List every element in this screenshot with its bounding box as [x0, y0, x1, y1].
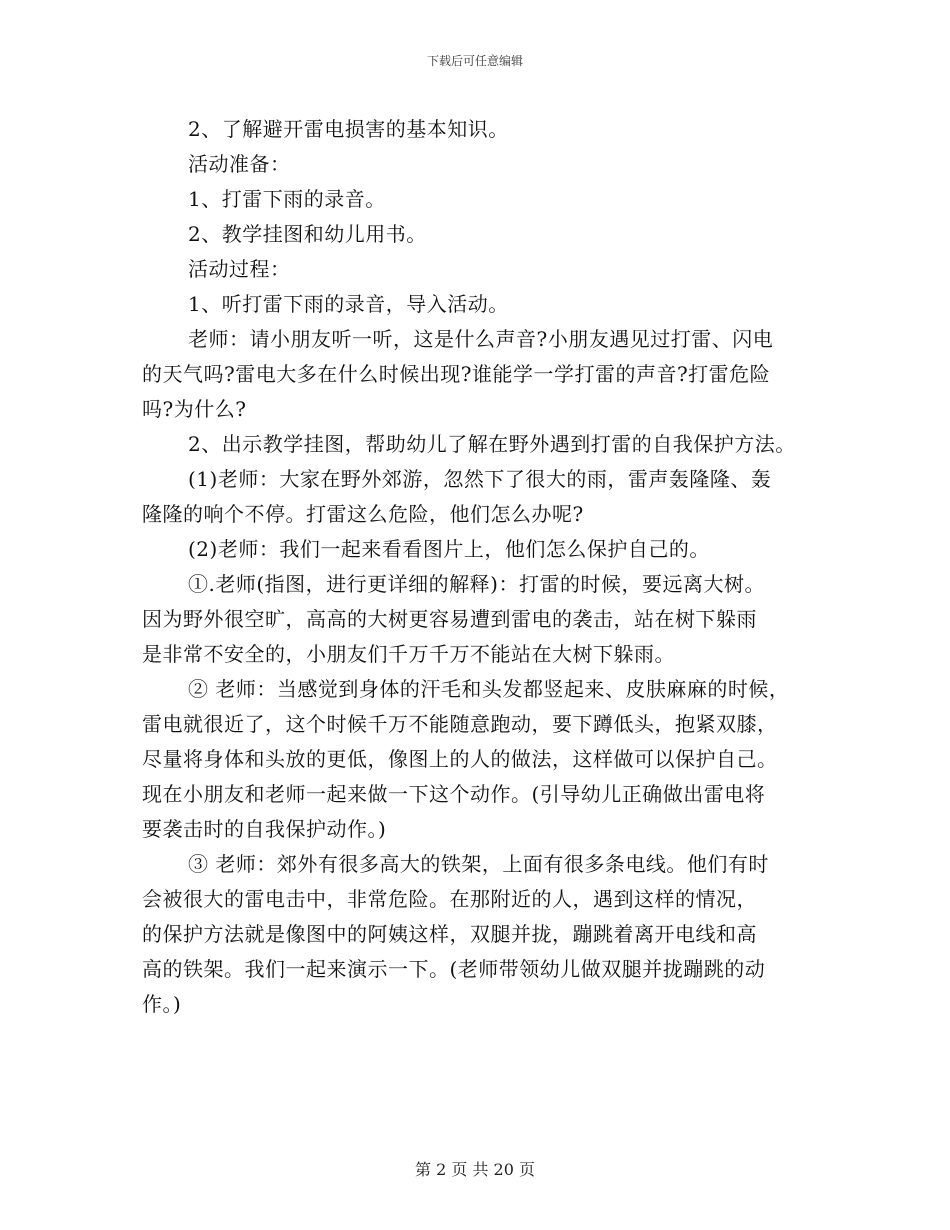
paragraph-line: ③ 老师：郊外有很多高大的铁架，上面有很多条电线。他们有时: [188, 852, 769, 876]
paragraph-line: 老师：请小朋友听一听，这是什么声音?小朋友遇见过打雷、闪电: [188, 327, 774, 351]
paragraph-line: 2、教学挂图和幼儿用书。: [188, 222, 427, 246]
section-heading: 活动准备：: [188, 152, 291, 176]
paragraph-line: (1)老师：大家在野外郊游，忽然下了很大的雨，雷声轰隆隆、轰: [188, 467, 772, 491]
paragraph-line: 隆隆的响个不停。打雷这么危险，他们怎么办呢?: [142, 502, 584, 526]
paragraph-line: 2、了解避开雷电损害的基本知识。: [188, 117, 509, 141]
paragraph-line: 要袭击时的自我保护动作。): [142, 817, 387, 841]
paragraph-line: 的天气吗?雷电大多在什么时候出现?谁能学一学打雷的声音?打雷危险: [142, 362, 771, 386]
paragraph-line: 是非常不安全的，小朋友们千万千万不能站在大树下躲雨。: [142, 642, 675, 666]
paragraph-line: 的保护方法就是像图中的阿姨这样，双腿并拢，蹦跳着离开电线和高: [142, 922, 757, 946]
section-heading: 活动过程：: [188, 257, 291, 281]
paragraph-line: 吗?为什么?: [142, 397, 247, 421]
paragraph-line: 2、出示教学挂图，帮助幼儿了解在野外遇到打雷的自我保护方法。: [188, 432, 796, 456]
paragraph-line: 1、听打雷下雨的录音，导入活动。: [188, 292, 509, 316]
paragraph-line: (2)老师：我们一起来看看图片上，他们怎么保护自己的。: [188, 537, 710, 561]
paragraph-line: 作。): [142, 992, 182, 1016]
paragraph-line: 高的铁架。我们一起来演示一下。(老师带领幼儿做双腿并拢蹦跳的动: [142, 957, 766, 981]
paragraph-line: 1、打雷下雨的录音。: [188, 187, 386, 211]
paragraph-line: 因为野外很空旷，高高的大树更容易遭到雷电的袭击，站在树下躲雨: [142, 607, 757, 631]
paragraph-line: 现在小朋友和老师一起来做一下这个动作。(引导幼儿正确做出雷电将: [142, 782, 766, 806]
document-body: [142, 112, 822, 1022]
paragraph-line: 会被很大的雷电击中，非常危险。在那附近的人，遇到这样的情况，: [142, 887, 757, 911]
paragraph-line: ② 老师：当感觉到身体的汗毛和头发都竖起来、皮肤麻麻的时候，: [188, 677, 790, 701]
paragraph-line: 尽量将身体和头放的更低，像图上的人的做法，这样做可以保护自己。: [142, 747, 778, 771]
page-number: 第 2 页 共 20 页: [415, 1160, 535, 1179]
page-header-note: 下载后可任意编辑: [426, 54, 523, 68]
paragraph-line: 雷电就很近了，这个时候千万不能随意跑动，要下蹲低头，抱紧双膝，: [142, 712, 778, 736]
paragraph-line: ①.老师(指图，进行更详细的解释)：打雷的时候，要远离大树。: [188, 572, 765, 596]
